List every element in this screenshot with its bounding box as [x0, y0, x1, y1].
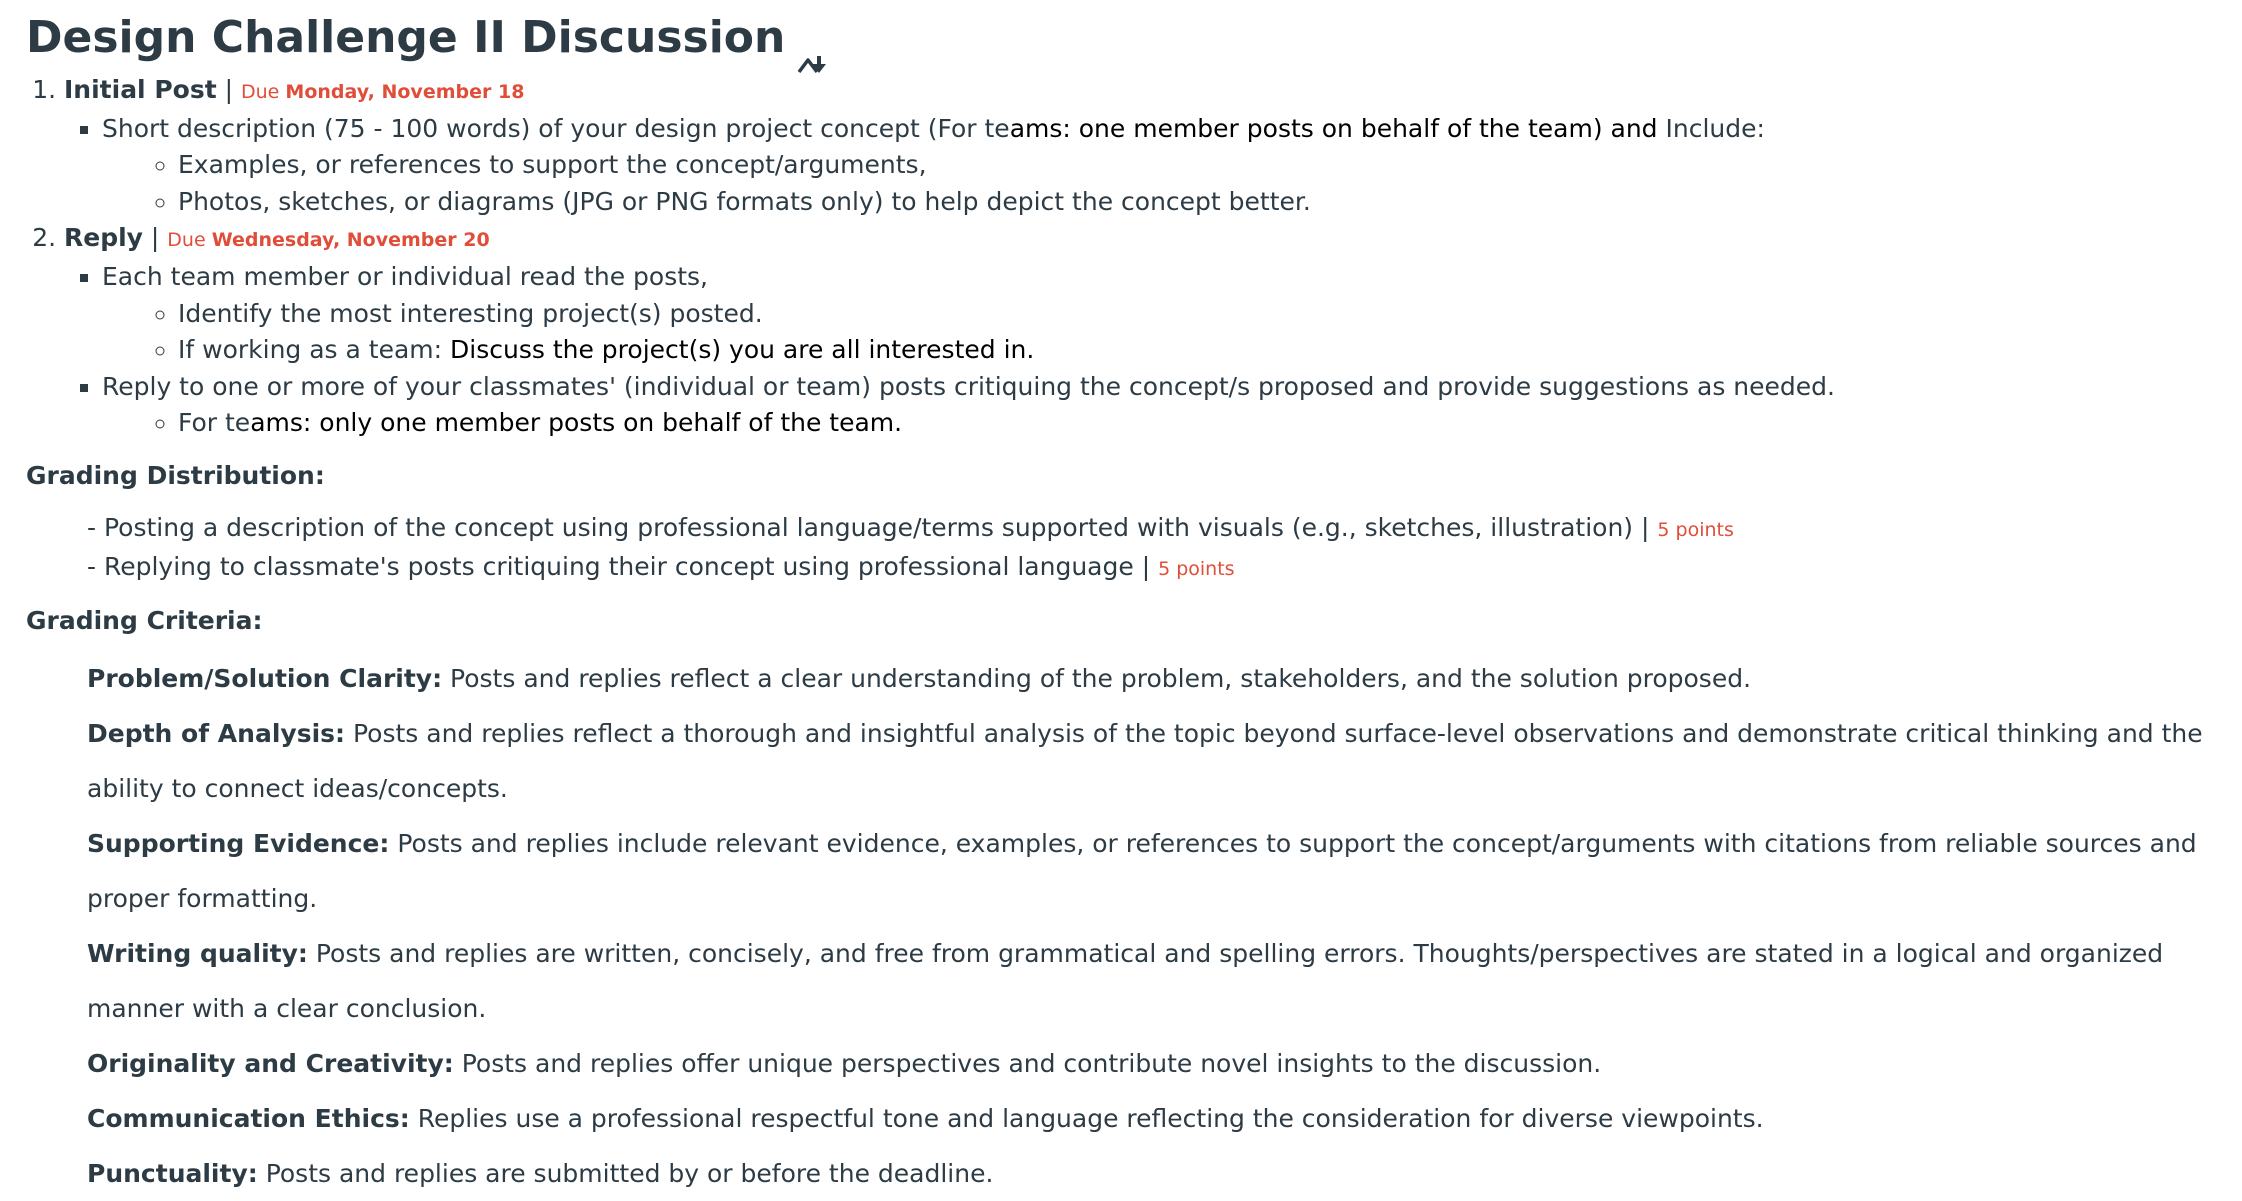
points-value: 5 points	[1158, 557, 1235, 580]
due-label: Due	[167, 229, 212, 252]
criterion-label: Communication Ethics:	[87, 1104, 410, 1134]
text-segment: Reply to one or more of your classmates' (individual or team) posts critiquing the concept/s proposed and provide suggestions as needed.	[102, 371, 1835, 401]
criterion-label: Problem/Solution Clarity:	[87, 664, 443, 694]
list-item: ◦ Photos, sketches, or diagrams (JPG or PNG formats only) to help depict the concept better.	[178, 184, 2242, 221]
list-item	[102, 111, 2242, 221]
step-label: Initial Post	[64, 75, 217, 104]
list-item: ◦ Examples, or references to support the concept/arguments,	[178, 147, 2242, 184]
step-heading	[64, 75, 524, 104]
distribution-text: - Posting a description of the concept using professional language/terms supported with visuals (e.g., sketches, illustration) |	[87, 512, 1658, 542]
criterion-label: Originality and Creativity:	[87, 1049, 454, 1079]
text-segment-dark: ams: one member posts on behalf of the team) and	[1009, 113, 1658, 143]
text-segment: Include:	[1657, 113, 1765, 143]
list-item	[178, 332, 2242, 369]
distribution-item	[87, 549, 2242, 588]
text-segment-dark: Discuss the project(s) you are all interested in.	[450, 335, 1035, 365]
points-value: 5 points	[1657, 518, 1734, 541]
criterion-text: Posts and replies include relevant evidence, examples, or references to support the concept/arguments with citations from reliable sources and proper formatting.	[87, 829, 2197, 914]
grading-criteria-list	[26, 651, 2242, 1201]
due-date: Wednesday, November 20	[211, 229, 490, 252]
step-initial-post	[64, 72, 2242, 220]
criterion-label: Writing quality:	[87, 939, 308, 969]
criterion-text: Posts and replies are submitted by or before the deadline.	[257, 1159, 994, 1189]
step-reply	[64, 220, 2242, 442]
distribution-item	[87, 510, 2242, 549]
grading-criteria-heading: Grading Criteria:	[26, 606, 263, 636]
step-separator: |	[142, 223, 168, 253]
text-segment: Each team member or individual read the posts,	[102, 261, 708, 291]
criterion-label: Supporting Evidence:	[87, 829, 390, 859]
grading-distribution-list	[26, 510, 2242, 587]
collapse-toggle-icon[interactable]	[797, 30, 833, 54]
text-segment: For te	[178, 408, 251, 438]
step-heading	[64, 223, 490, 252]
step-separator: |	[216, 75, 241, 104]
text-segment: Short description (75 - 100 words) of your design project concept (For te	[102, 113, 1010, 143]
criterion-label: Depth of Analysis:	[87, 719, 346, 749]
sub-bullets	[102, 147, 2242, 220]
criterion-label: Punctuality:	[87, 1159, 258, 1189]
list-item	[178, 405, 2242, 442]
criterion	[87, 651, 2242, 706]
step-bullets	[64, 111, 2242, 221]
criterion-text: Posts and replies offer unique perspectives and contribute novel insights to the discussion.	[453, 1049, 1602, 1079]
criterion	[87, 1091, 2242, 1146]
list-item	[102, 259, 2242, 369]
criterion-text: Replies use a professional respectful tone and language reflecting the consideration for diverse viewpoints.	[409, 1104, 1764, 1134]
criterion	[87, 1036, 2242, 1091]
criterion	[87, 706, 2242, 816]
page-title	[26, 6, 2242, 70]
step-bullets	[64, 259, 2242, 442]
step-label: Reply	[64, 223, 143, 253]
criterion-text: Posts and replies reflect a clear understanding of the problem, stakeholders, and the solution proposed.	[442, 664, 1752, 694]
criterion-text: Posts and replies reflect a thorough and insightful analysis of the topic beyond surface-level observations and demonstrate critical thinking and the ability to connect ideas/concepts.	[87, 719, 2203, 804]
criterion	[87, 816, 2242, 926]
criterion	[87, 1146, 2242, 1201]
list-item: ◦ Identify the most interesting project(s) posted.	[178, 296, 2242, 333]
list-item	[102, 369, 2242, 442]
criterion	[87, 926, 2242, 1036]
page-title-text: Design Challenge II Discussion	[26, 12, 786, 63]
due-label: Due	[241, 81, 286, 103]
distribution-text: - Replying to classmate's posts critiquing their concept using professional language |	[87, 551, 1159, 581]
text-segment: If working as a team:	[178, 335, 451, 365]
grading-distribution-heading: Grading Distribution:	[26, 460, 325, 490]
sub-bullets	[102, 405, 2242, 442]
due-date: Monday, November 18	[285, 81, 525, 103]
sub-bullets	[102, 296, 2242, 369]
criterion-text: Posts and replies are written, concisely, and free from grammatical and spelling errors. Thoughts/perspectives are stated in a logical and organized manner with a clear conclusion.	[87, 939, 2164, 1024]
text-segment-dark: ams: only one member posts on behalf of the team.	[250, 408, 903, 438]
steps-list	[26, 72, 2242, 442]
